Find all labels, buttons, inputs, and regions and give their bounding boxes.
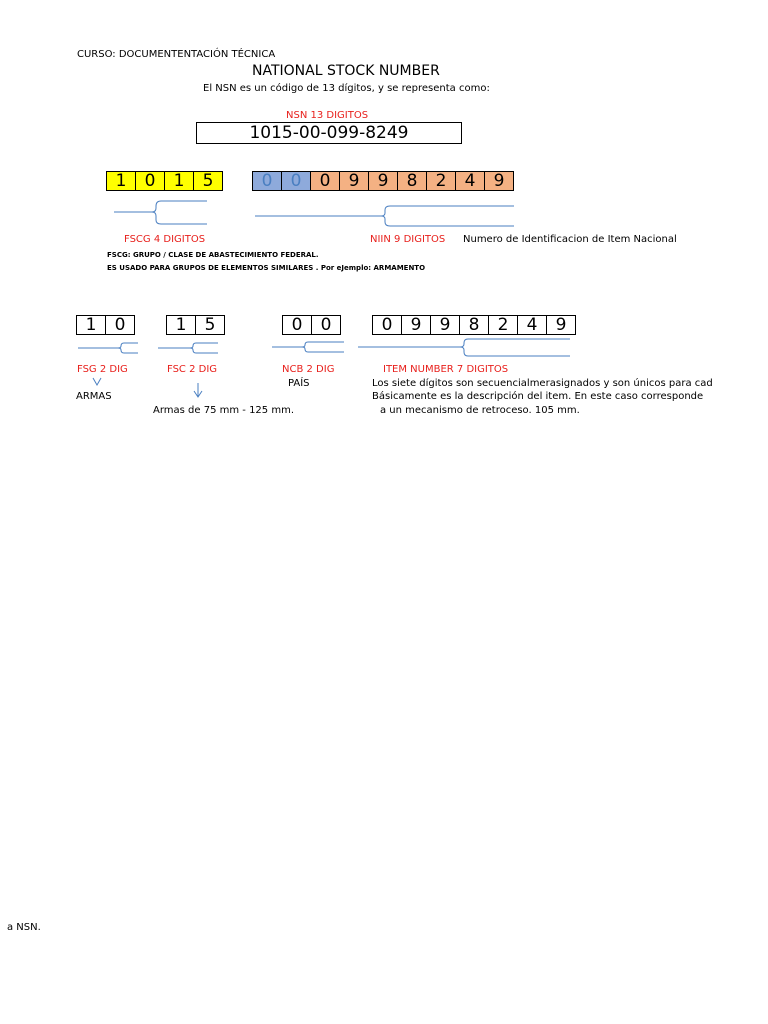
niin-digit-cell: 4	[455, 171, 485, 191]
footer-text: a NSN.	[7, 922, 41, 933]
niin-label: NIIN 9 DIGITOS	[370, 234, 446, 245]
fscg-digit-cell: 1	[106, 171, 136, 191]
niin-digit-cell: 0	[310, 171, 340, 191]
page-title: NATIONAL STOCK NUMBER	[252, 63, 440, 79]
fsg-digit-cell: 1	[76, 315, 106, 335]
niin-digit-cell: 9	[339, 171, 369, 191]
intro-text: El NSN es un código de 13 dígitos, y se representa como:	[203, 83, 490, 94]
fsc-brace	[158, 343, 218, 353]
fsc-value: Armas de 75 mm - 125 mm.	[153, 405, 294, 416]
niin-digit-cell: 8	[397, 171, 427, 191]
item-number-label: ITEM NUMBER 7 DIGITOS	[383, 364, 509, 375]
item-digit-cell: 9	[430, 315, 460, 335]
fscg-usage-note: ES USADO PARA GRUPOS DE ELEMENTOS SIMILARES . Por eJemplo: ARMAMENTO	[107, 264, 426, 272]
item-digit-cell: 9	[546, 315, 576, 335]
fscg-note: FSCG: GRUPO / CLASE DE ABASTECIMIENTO FEDERAL.	[107, 251, 319, 259]
item-digit-cell: 2	[488, 315, 518, 335]
fsg-brace	[78, 343, 138, 353]
nsn-label: NSN 13 DIGITOS	[286, 110, 369, 121]
fsg-digit-cell: 0	[105, 315, 135, 335]
item-digit-cell: 4	[517, 315, 547, 335]
fsc-down-arrow-icon	[194, 383, 202, 397]
ncb-digit-cell: 0	[311, 315, 341, 335]
ncb-digit-cell: 0	[282, 315, 312, 335]
item-description-line-3: a un mecanismo de retroceso. 105 mm.	[380, 405, 580, 416]
fscg-digit-cell: 5	[193, 171, 223, 191]
item-digit-cell: 8	[459, 315, 489, 335]
niin-digit-cell: 2	[426, 171, 456, 191]
niin-digit-cell: 0	[252, 171, 282, 191]
fsc-digit-cell: 1	[166, 315, 196, 335]
fsc-digit-cell: 5	[195, 315, 225, 335]
fsc-label: FSC 2 DIG	[167, 364, 218, 375]
ncb-label: NCB 2 DIG	[282, 364, 335, 375]
item-description-line-1: Los siete dígitos son secuencialmerasignados y son únicos para cad	[372, 378, 713, 389]
course-line: CURSO: DOCUMENTENTACIÓN TÉCNICA	[77, 49, 276, 60]
fsg-down-arrow-icon	[93, 378, 101, 385]
ncb-brace	[272, 342, 344, 352]
item-description-line-2: Básicamente es la descripción del item. En este caso corresponde	[372, 391, 704, 402]
item-digit-cell: 0	[372, 315, 402, 335]
fsg-label: FSG 2 DIG	[77, 364, 128, 375]
item-number-brace	[358, 339, 570, 356]
niin-digit-cell: 0	[281, 171, 311, 191]
nsn-value-box: 1015-00-099-8249	[196, 122, 462, 144]
niin-description: Numero de Identificacion de Item Nacional	[463, 234, 677, 245]
item-digit-cell: 9	[401, 315, 431, 335]
fscg-label: FSCG 4 DIGITOS	[124, 234, 206, 245]
ncb-value: PAÍS	[288, 378, 310, 389]
fscg-digit-cell: 0	[135, 171, 165, 191]
fscg-digit-cell: 1	[164, 171, 194, 191]
fscg-brace	[114, 201, 207, 224]
fsg-value: ARMAS	[76, 391, 112, 402]
niin-digit-cell: 9	[368, 171, 398, 191]
niin-digit-cell: 9	[484, 171, 514, 191]
niin-brace	[255, 206, 514, 226]
